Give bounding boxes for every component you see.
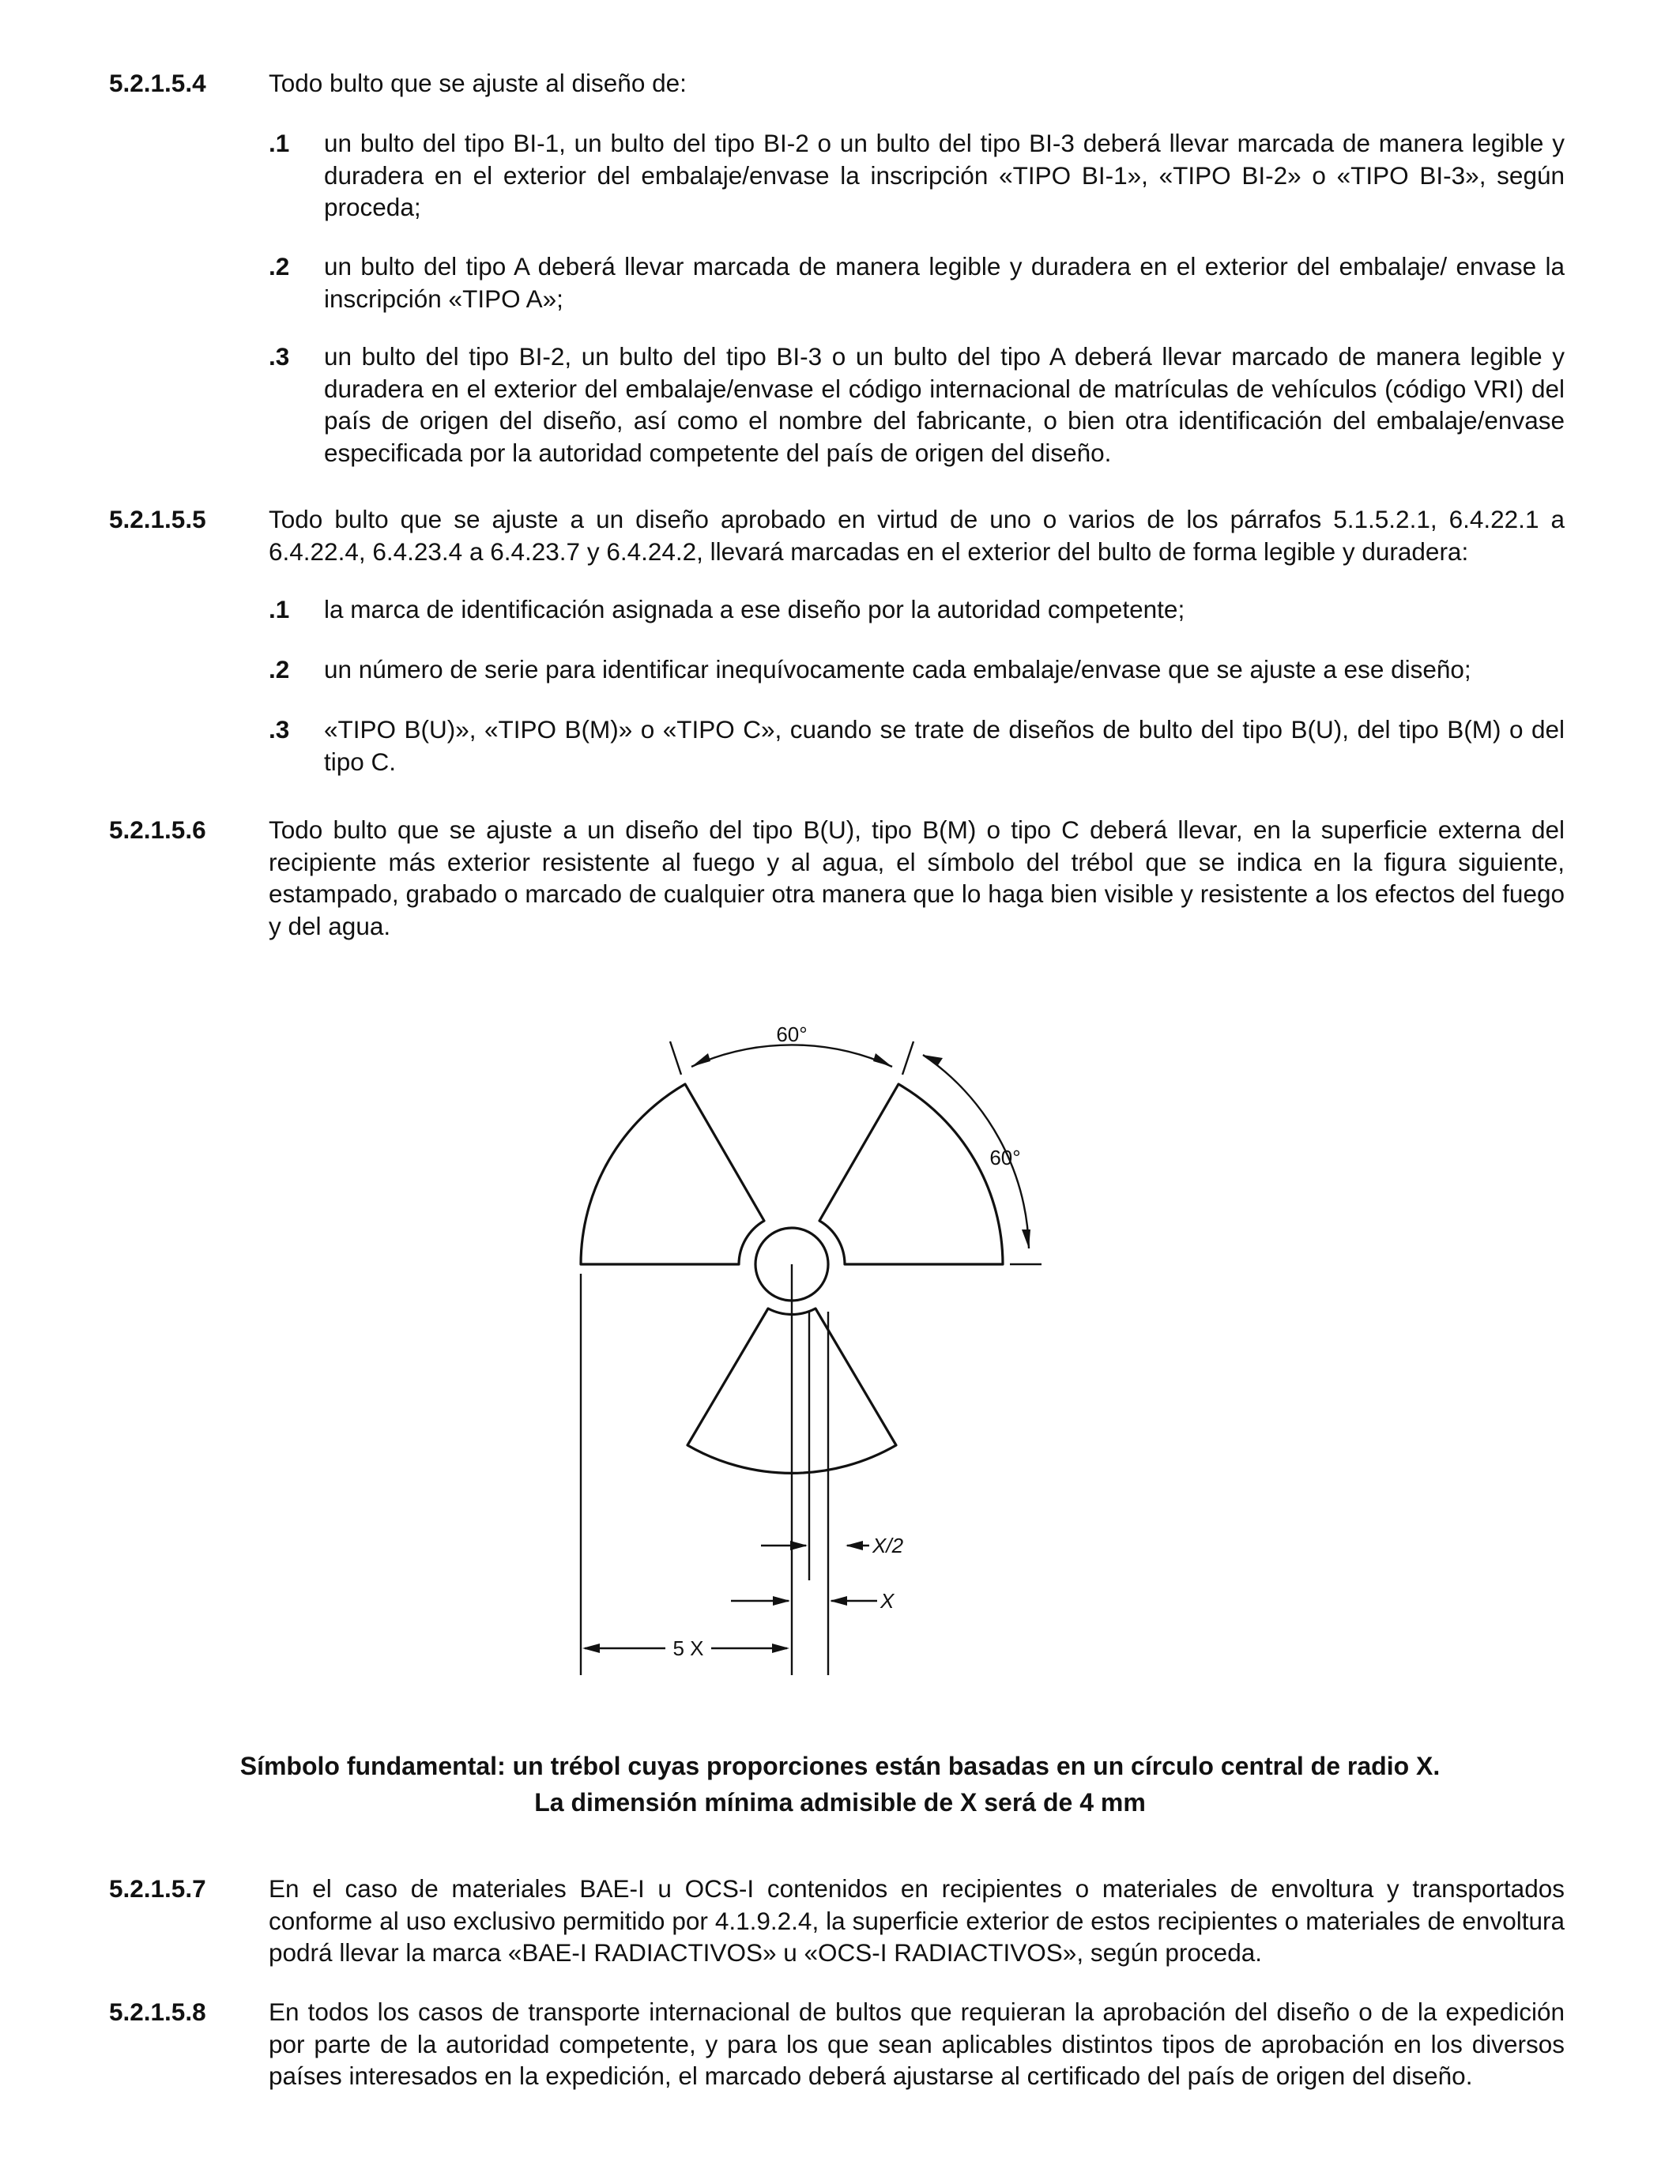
figure-caption-line-2: La dimensión mínima admisible de X será de 4 mm: [534, 1788, 1146, 1817]
dim-label-x: X: [880, 1589, 895, 1613]
dim-label-5x: 5 X: [672, 1636, 704, 1660]
arrowhead-top-right: [873, 1053, 892, 1067]
list-item-label: .3: [269, 342, 290, 371]
section-number-5-2-1-5-7: 5.2.1.5.7: [109, 1874, 206, 1903]
list-item-label: .3: [269, 715, 290, 744]
section-number-5-2-1-5-5: 5.2.1.5.5: [109, 505, 206, 533]
trefoil-blade-upper-right: [819, 1084, 1003, 1264]
figure-caption: [158, 1748, 1522, 1821]
section-text-5-2-1-5-6: Todo bulto que se ajuste a un diseño del tipo B(U), tipo B(M) o tipo C deberá llevar, en la superficie externa del recipiente más exterior resistente al fuego y al agua, el símbolo del trébol que se indica en la figura siguiente, estampado, grabado o marcado de cualquier otra manera que lo haga bien visible y resistente a los efectos del fuego y del agua.: [269, 815, 1565, 940]
list-item-text: la marca de identificación asignada a ese diseño por la autoridad competente;: [324, 595, 1185, 623]
figure-caption-line-1: Símbolo fundamental: un trébol cuyas proporciones están basadas en un círculo central de radio X.: [239, 1752, 1441, 1780]
trefoil-blade-upper-left: [581, 1084, 764, 1264]
list-item-text: un bulto del tipo A deberá llevar marcada de manera legible y duradera en el exterior del embalaje/ envase la inscripción «TIPO A»;: [324, 252, 1565, 313]
dim-label-half-x: X/2: [872, 1534, 904, 1557]
section-text-5-2-1-5-5: Todo bulto que se ajuste a un diseño aprobado en virtud de uno o varios de los párrafos 5.1.5.2.1, 6.4.22.1 a 6.4.22.4, 6.4.23.4 a 6.4.23.7 y 6.4.24.2, llevará marcadas en el exterior del bulto de forma legible y duradera:: [269, 505, 1565, 566]
list-item-label: .1: [269, 129, 290, 157]
section-text-5-2-1-5-8: En todos los casos de transporte internacional de bultos que requieran la aprobación del diseño o de la expedición por parte de la autoridad competente, y para los que sean aplicables distintos tipos de aprobación en los diversos países interesados en la expedición, el marcado deberá ajustarse al certificado del país de origen del diseño.: [269, 1998, 1565, 2090]
arrowhead-half-in-left: [790, 1541, 808, 1550]
tick-left: [670, 1041, 681, 1075]
list-item-label: .2: [269, 252, 290, 281]
section-number-5-2-1-5-8: 5.2.1.5.8: [109, 1998, 206, 2026]
list-item-text: un número de serie para identificar inequívocamente cada embalaje/envase que se ajuste a ese diseño;: [324, 655, 1471, 683]
angle-arc-top: [691, 1045, 892, 1067]
list-item-text: «TIPO B(U)», «TIPO B(M)» o «TIPO C», cuando se trate de diseños de bulto del tipo B(U), del tipo B(M) o del tipo C.: [324, 715, 1565, 776]
list-item-label: .1: [269, 595, 290, 623]
list-item-label: .2: [269, 655, 290, 683]
arrowhead-right-top: [923, 1055, 943, 1065]
section-number-5-2-1-5-4: 5.2.1.5.4: [109, 69, 206, 97]
arrowhead-x-in-right: [830, 1596, 847, 1606]
arrowhead-x-in-left: [773, 1596, 790, 1606]
list-item-text: un bulto del tipo BI-1, un bulto del tipo BI-2 o un bulto del tipo BI-3 deberá llevar marcada de manera legible y duradera en el exterior del embalaje/envase la inscripción «TIPO BI-1», «TIPO BI-2» o «TIPO BI-3», según proceda;: [324, 129, 1565, 221]
arrowhead-top-left: [691, 1053, 710, 1067]
arrowhead-5x-right: [772, 1644, 789, 1653]
tick-right: [902, 1041, 913, 1075]
angle-label-right: 60°: [989, 1146, 1021, 1169]
section-text-5-2-1-5-4: Todo bulto que se ajuste al diseño de:: [269, 69, 687, 97]
section-text-5-2-1-5-7: En el caso de materiales BAE-I u OCS-I contenidos en recipientes o materiales de envoltura y transportados conforme al uso exclusivo permitido por 4.1.9.2.4, la superficie exterior de estos recipientes o materiales de envoltura podrá llevar la marca «BAE-I RADIACTIVOS» u «OCS-I RADIACTIVOS», según proceda.: [269, 1874, 1565, 1967]
section-number-5-2-1-5-6: 5.2.1.5.6: [109, 815, 206, 844]
arrowhead-half-in-right: [846, 1541, 863, 1550]
angle-label-top: 60°: [776, 1022, 808, 1046]
arrowhead-5x-left: [582, 1644, 600, 1653]
list-item-text: un bulto del tipo BI-2, un bulto del tipo BI-3 o un bulto del tipo A deberá llevar marcado de manera legible y duradera en el exterior del embalaje/envase el código internacional de matrículas de vehículos (código VRI) del país de origen del diseño, así como el nombre del fabricante, o bien otra identificación del embalaje/envase especificada por la autoridad competente del país de origen del diseño.: [324, 342, 1565, 467]
